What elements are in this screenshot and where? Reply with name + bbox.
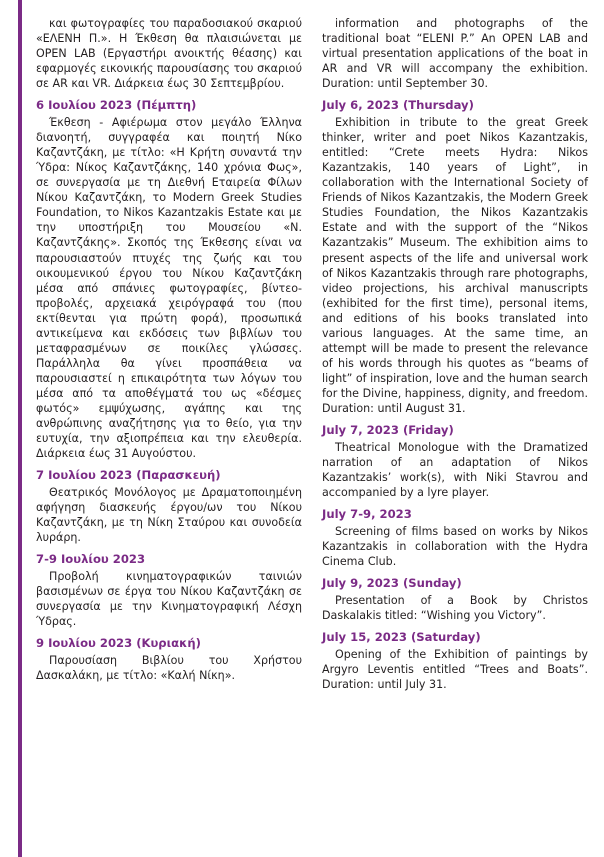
page-accent-rule (18, 0, 22, 857)
column-greek (36, 16, 302, 846)
section-heading: July 6, 2023 (Thursday) (322, 98, 474, 113)
paragraph: Opening of the Exhibition of paintings by Argyro Leventis entitled “Trees and Boats”. Duration: until July 31. (322, 648, 588, 692)
paragraph: Προβολή κινηματογραφικών ταινιών βασισμένων σε έργα του Νίκου Καζαντζάκη σε συνεργασία με την Κινηματογραφική Λέσχη Ύδρας. (36, 570, 302, 629)
section-heading: 9 Ιουλίου 2023 (Κυριακή) (36, 636, 201, 651)
paragraph: Παρουσίαση Βιβλίου του Χρήστου Δασκαλάκη, με τίτλο: «Καλή Νίκη». (36, 654, 302, 683)
paragraph: Θεατρικός Μονόλογος με Δραματοποιημένη αφήγηση διασκευής έργου/ων του Νίκου Καζαντζάκη, με τη Νίκη Σταύρου και συνοδεία λυράρη. (36, 486, 302, 545)
section-heading: July 9, 2023 (Sunday) (322, 576, 462, 591)
section-heading: July 15, 2023 (Saturday) (322, 630, 481, 645)
paragraph: και φωτογραφίες του παραδοσιακού σκαριού «ΕΛΕΝΗ Π.». Η Έκθεση θα πλαισιώνεται με OPEN LAB (Εργαστήρι ανοικτής θέασης) και εφαρμογές εικονικής παρουσίασης του σκαριού σε AR και VR. Διάρκεια έως 30 Σεπτεμβρίου. (36, 17, 302, 91)
section-heading: 7 Ιουλίου 2023 (Παρασκευή) (36, 467, 221, 482)
paragraph: Exhibition in tribute to the great Greek thinker, writer and poet Nikos Kazantzakis, entitled: “Crete meets Hydra: Nikos Kazantzakis, 140 years of Light”, in collaboration with the International Society of Friends of Nikos Kazantzakis, the Modern Greek Studies Foundation, the Nikos Kazantzakis Estate and with the support of the “Nikos Kazantzakis” Museum. The exhibition aims to present aspects of the life and universal work of Nikos Kazantzakis through rare photographs, video projections, his archival manuscripts (exhibited for the first time), personal items, and editions of his books translated into various languages. At the same time, an attempt will be made to present the relevance of his words through his quotes as “beams of light” of inspiration, love and the human search for the Divine, happiness, dignity, and freedom. Duration: until August 31. (322, 116, 588, 415)
two-column-layout (36, 16, 588, 846)
paragraph: Presentation of a Book by Christos Daskalakis titled: “Wishing you Victory”. (322, 594, 588, 623)
section-heading: 7-9 Ιουλίου 2023 (36, 552, 146, 567)
section-heading: July 7, 2023 (Friday) (322, 422, 454, 437)
section-heading: 6 Ιουλίου 2023 (Πέμπτη) (36, 98, 197, 113)
section-heading: July 7-9, 2023 (322, 507, 412, 522)
column-english (322, 16, 588, 846)
paragraph: Screening of films based on works by Nikos Kazantzakis in collaboration with the Hydra Cinema Club. (322, 525, 588, 569)
paragraph: Theatrical Monologue with the Dramatized narration of an adaptation of Nikos Kazantzakis’ work(s), with Niki Stavrou and accompanied by a lyre player. (322, 440, 588, 499)
paragraph: Έκθεση - Αφιέρωμα στον μεγάλο Έλληνα διανοητή, συγγραφέα και ποιητή Νίκο Καζαντζάκη, με τίτλο: «Η Κρήτη συναντά την Ύδρα: Νίκος Καζαντζάκης, 140 χρόνια Φως», σε συνεργασία με τη Διεθνή Εταιρεία Φίλων Νίκου Καζαντζάκη, το Modern Greek Studies Foundation, το Nikos Kazantzakis Estate και με την υποστήριξη του Μουσείου «Ν. Καζαντζάκης». Σκοπός της Έκθεσης είναι να παρουσιαστούν πτυχές της ζωής και του οικουμενικού έργου του Νίκου Καζαντζάκη μέσα από σπάνιες φωτογραφίες, βίντεο-προβολές, αρχειακά χειρόγραφά του (που εκτίθενται για πρώτη φορά), προσωπικά αντικείμενα και εκδόσεις των βιβλίων του μεταφρασμένων σε ποικίλες γλώσσες. Παράλληλα θα γίνει προσπάθεια να παρουσιαστεί η επικαιρότητα των λόγων του μέσα από τα αποθέγματά του ως «δέσμες φωτός» εμψύχωσης, αγάπης και της ανθρώπινης αναζήτησης για το θείο, για την ευτυχία, την αξιοπρέπεια και την ελευθερία. Διάρκεια έως 31 Αυγούστου. (36, 116, 302, 460)
paragraph: information and photographs of the traditional boat “ELENI P.” An OPEN LAB and virtual presentation applications of the boat in AR and VR will accompany the exhibition. Duration: until September 30. (322, 17, 588, 91)
